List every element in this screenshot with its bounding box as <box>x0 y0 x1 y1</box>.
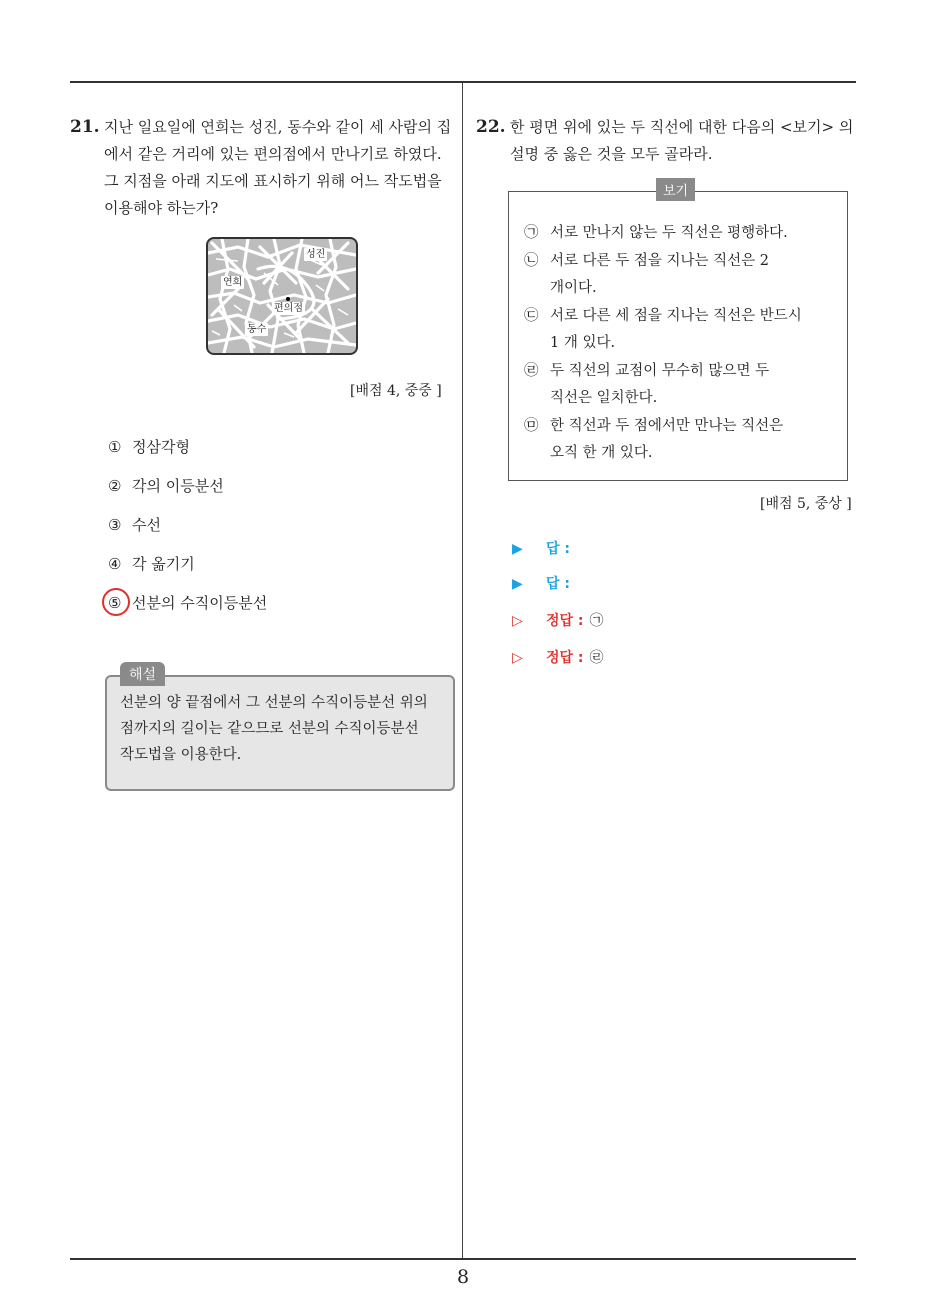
answer-label: 답 : <box>546 576 570 592</box>
question-text: 지난 일요일에 연희는 성진, 동수와 같이 세 사람의 집 에서 같은 거리에 있는 편의점에서 만나기로 하였다. 그 지점을 아래 지도에 표시하기 위해 어느 작도법을 이용해야 하는가? <box>104 118 452 217</box>
outline-triangle-icon: ▷ <box>512 650 523 666</box>
play-triangle-icon: ▶ <box>512 576 523 592</box>
street-map-image <box>206 237 358 355</box>
map-label-yeonhui: 연희 <box>223 277 243 288</box>
answer-value: ㉣ <box>589 650 604 666</box>
option-5[interactable] <box>108 592 267 631</box>
play-triangle-icon: ▶ <box>512 541 523 557</box>
option-mark: ⑤ <box>108 594 122 612</box>
option-3[interactable] <box>108 514 267 553</box>
store-location-dot <box>286 297 290 301</box>
bogi-mark: ㉤ <box>524 418 539 434</box>
bogi-text: 서로 만나지 않는 두 직선은 평행하다. <box>550 225 788 241</box>
question-22 <box>476 114 861 168</box>
bogi-text: 두 직선의 교점이 무수히 많으면 두 직선은 일치한다. <box>550 363 770 406</box>
option-text: 각의 이등분선 <box>132 477 224 495</box>
bogi-item <box>524 358 834 412</box>
bogi-list <box>524 220 834 468</box>
option-mark: ③ <box>108 516 122 534</box>
column-divider <box>462 83 463 1258</box>
bogi-item <box>524 413 834 467</box>
answer-label: 정답 : <box>546 650 584 666</box>
question-text: 한 평면 위에 있는 두 직선에 대한 다음의 <보기> 의 설명 중 옳은 것을 모두 골라라. <box>510 118 854 163</box>
map-label-seongjin: 성진 <box>306 249 326 260</box>
map-label-store: 편의점 <box>274 303 303 314</box>
answer-label: 정답 : <box>546 613 584 629</box>
answer-line-2 <box>512 573 576 593</box>
answer-options <box>108 436 267 631</box>
bogi-mark: ㉢ <box>524 308 539 324</box>
bogi-mark: ㉡ <box>524 253 539 269</box>
explanation-text: 선분의 양 끝점에서 그 선분의 수직이등분선 위의 점까지의 길이는 같으므로 선분의 수직이등분선 작도법을 이용한다. <box>120 695 428 763</box>
map-label-dongsu: 동수 <box>247 324 267 335</box>
option-mark: ① <box>108 438 122 456</box>
outline-triangle-icon: ▷ <box>512 613 523 629</box>
option-mark: ② <box>108 477 122 495</box>
answer-line-1 <box>512 538 576 558</box>
bogi-text: 서로 다른 두 점을 지나는 직선은 2 개이다. <box>550 253 769 296</box>
street-map-drawing <box>208 239 356 353</box>
bogi-tab: 보기 <box>656 178 695 201</box>
option-text: 각 옮기기 <box>132 555 195 573</box>
top-rule <box>70 81 856 83</box>
answer-label: 답 : <box>546 541 570 557</box>
bogi-item <box>524 248 834 302</box>
score-label: [배점 5, 중상 ] <box>760 496 852 512</box>
question-21 <box>70 114 460 222</box>
option-mark: ④ <box>108 555 122 573</box>
bottom-rule <box>70 1258 856 1260</box>
bogi-text: 한 직선과 두 점에서만 만나는 직선은 오직 한 개 있다. <box>550 418 784 461</box>
bogi-mark: ㉠ <box>524 225 539 241</box>
option-text: 선분의 수직이등분선 <box>132 594 268 612</box>
option-2[interactable] <box>108 475 267 514</box>
option-text: 정삼각형 <box>132 438 190 456</box>
explanation-tab: 해설 <box>120 662 165 686</box>
option-1[interactable] <box>108 436 267 475</box>
bogi-mark: ㉣ <box>524 363 539 379</box>
answer-value: ㉠ <box>589 613 604 629</box>
correct-answer-line-2 <box>512 647 604 667</box>
question-number: 21. <box>70 117 100 137</box>
option-4[interactable] <box>108 553 267 592</box>
bogi-text: 서로 다른 세 점을 지나는 직선은 반드시 1 개 있다. <box>550 308 802 351</box>
correct-answer-line-1 <box>512 610 604 630</box>
bogi-item <box>524 303 834 357</box>
option-text: 수선 <box>132 516 161 534</box>
page-number: 8 <box>456 1266 470 1288</box>
bogi-item <box>524 220 834 247</box>
correct-answer-circle <box>102 588 130 616</box>
score-label: [배점 4, 중중 ] <box>350 383 442 399</box>
question-number: 22. <box>476 117 506 137</box>
